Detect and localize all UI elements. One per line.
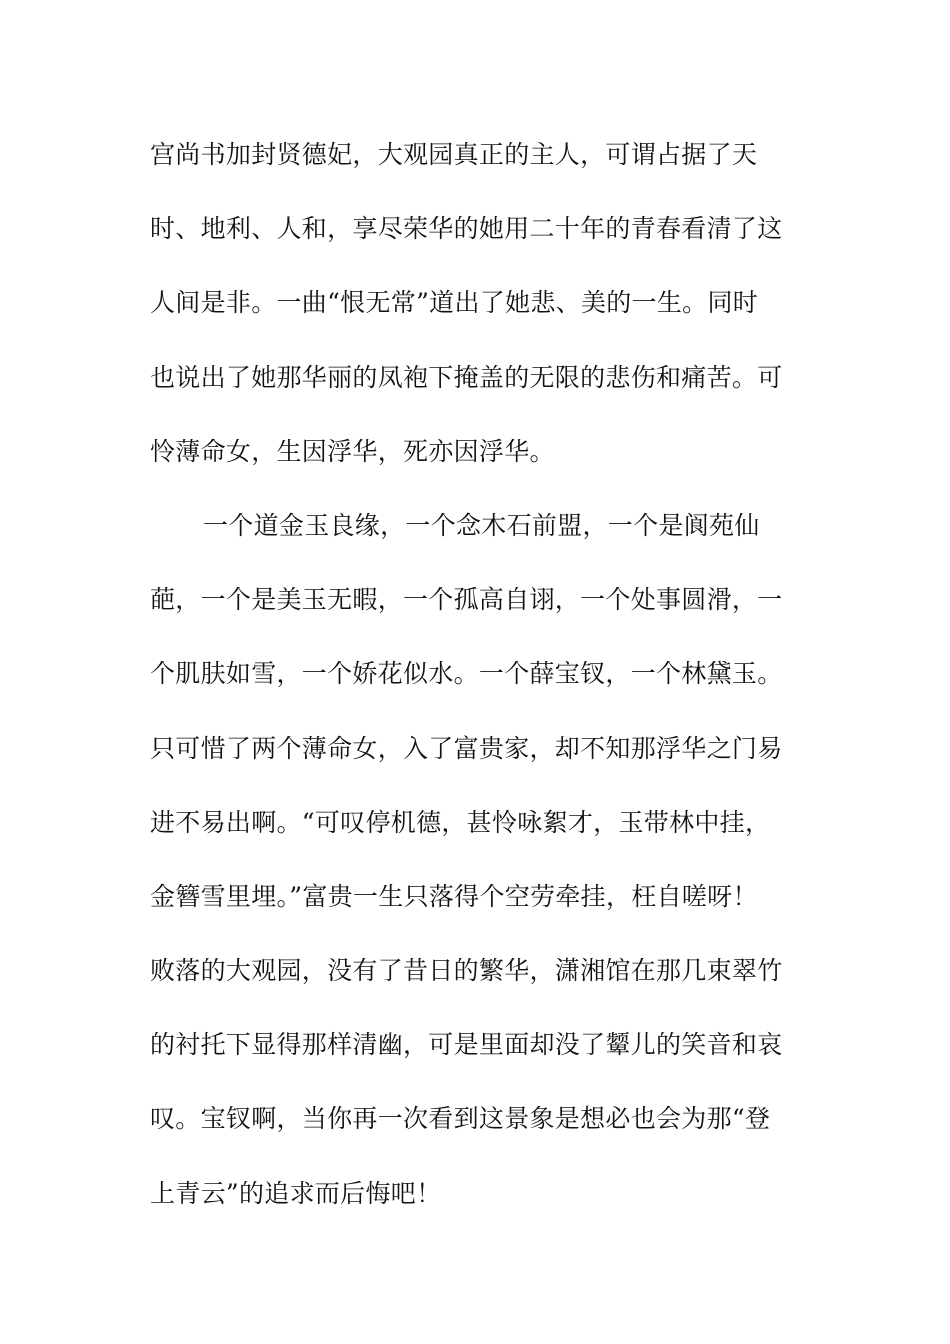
text-line: 只可惜了两个薄命女，入了富贵家，却不知那浮华之门易 [150, 733, 783, 763]
text-line: 葩，一个是美玉无暇，一个孤高自诩，一个处事圆滑，一 [150, 585, 783, 615]
text-line: 也说出了她那华丽的凤袍下掩盖的无限的悲伤和痛苦。可 [150, 362, 783, 392]
text-line: 进不易出啊。“可叹停机德，甚怜咏絮才，玉带林中挂， [150, 807, 771, 837]
text-line: 金簪雪里埋。”富贵一生只落得个空劳牵挂，枉自嗟呀！ [150, 881, 758, 911]
paragraph-first-line: 一个道金玉良缘，一个念木石前盟，一个是阆苑仙 [203, 510, 760, 540]
body-text [150, 118, 800, 1231]
text-line: 上青云”的追求而后悔吧！ [150, 1178, 442, 1208]
text-line: 人间是非。一曲“恨无常”道出了她悲、美的一生。同时 [150, 288, 759, 318]
text-line: 的衬托下显得那样清幽，可是里面却没了颦儿的笑音和哀 [150, 1030, 783, 1060]
text-line: 时、地利、人和，享尽荣华的她用二十年的青春看清了这 [150, 214, 783, 244]
text-line: 叹。宝钗啊，当你再一次看到这景象是想必也会为那“登 [150, 1104, 771, 1134]
text-line: 败落的大观园，没有了昔日的繁华，潇湘馆在那几束翠竹 [150, 956, 783, 986]
text-line: 怜薄命女，生因浮华，死亦因浮华。 [150, 436, 555, 466]
text-line: 个肌肤如雪，一个娇花似水。一个薛宝钗，一个林黛玉。 [150, 659, 783, 689]
text-line: 宫尚书加封贤德妃，大观园真正的主人，可谓占据了天 [150, 140, 758, 169]
